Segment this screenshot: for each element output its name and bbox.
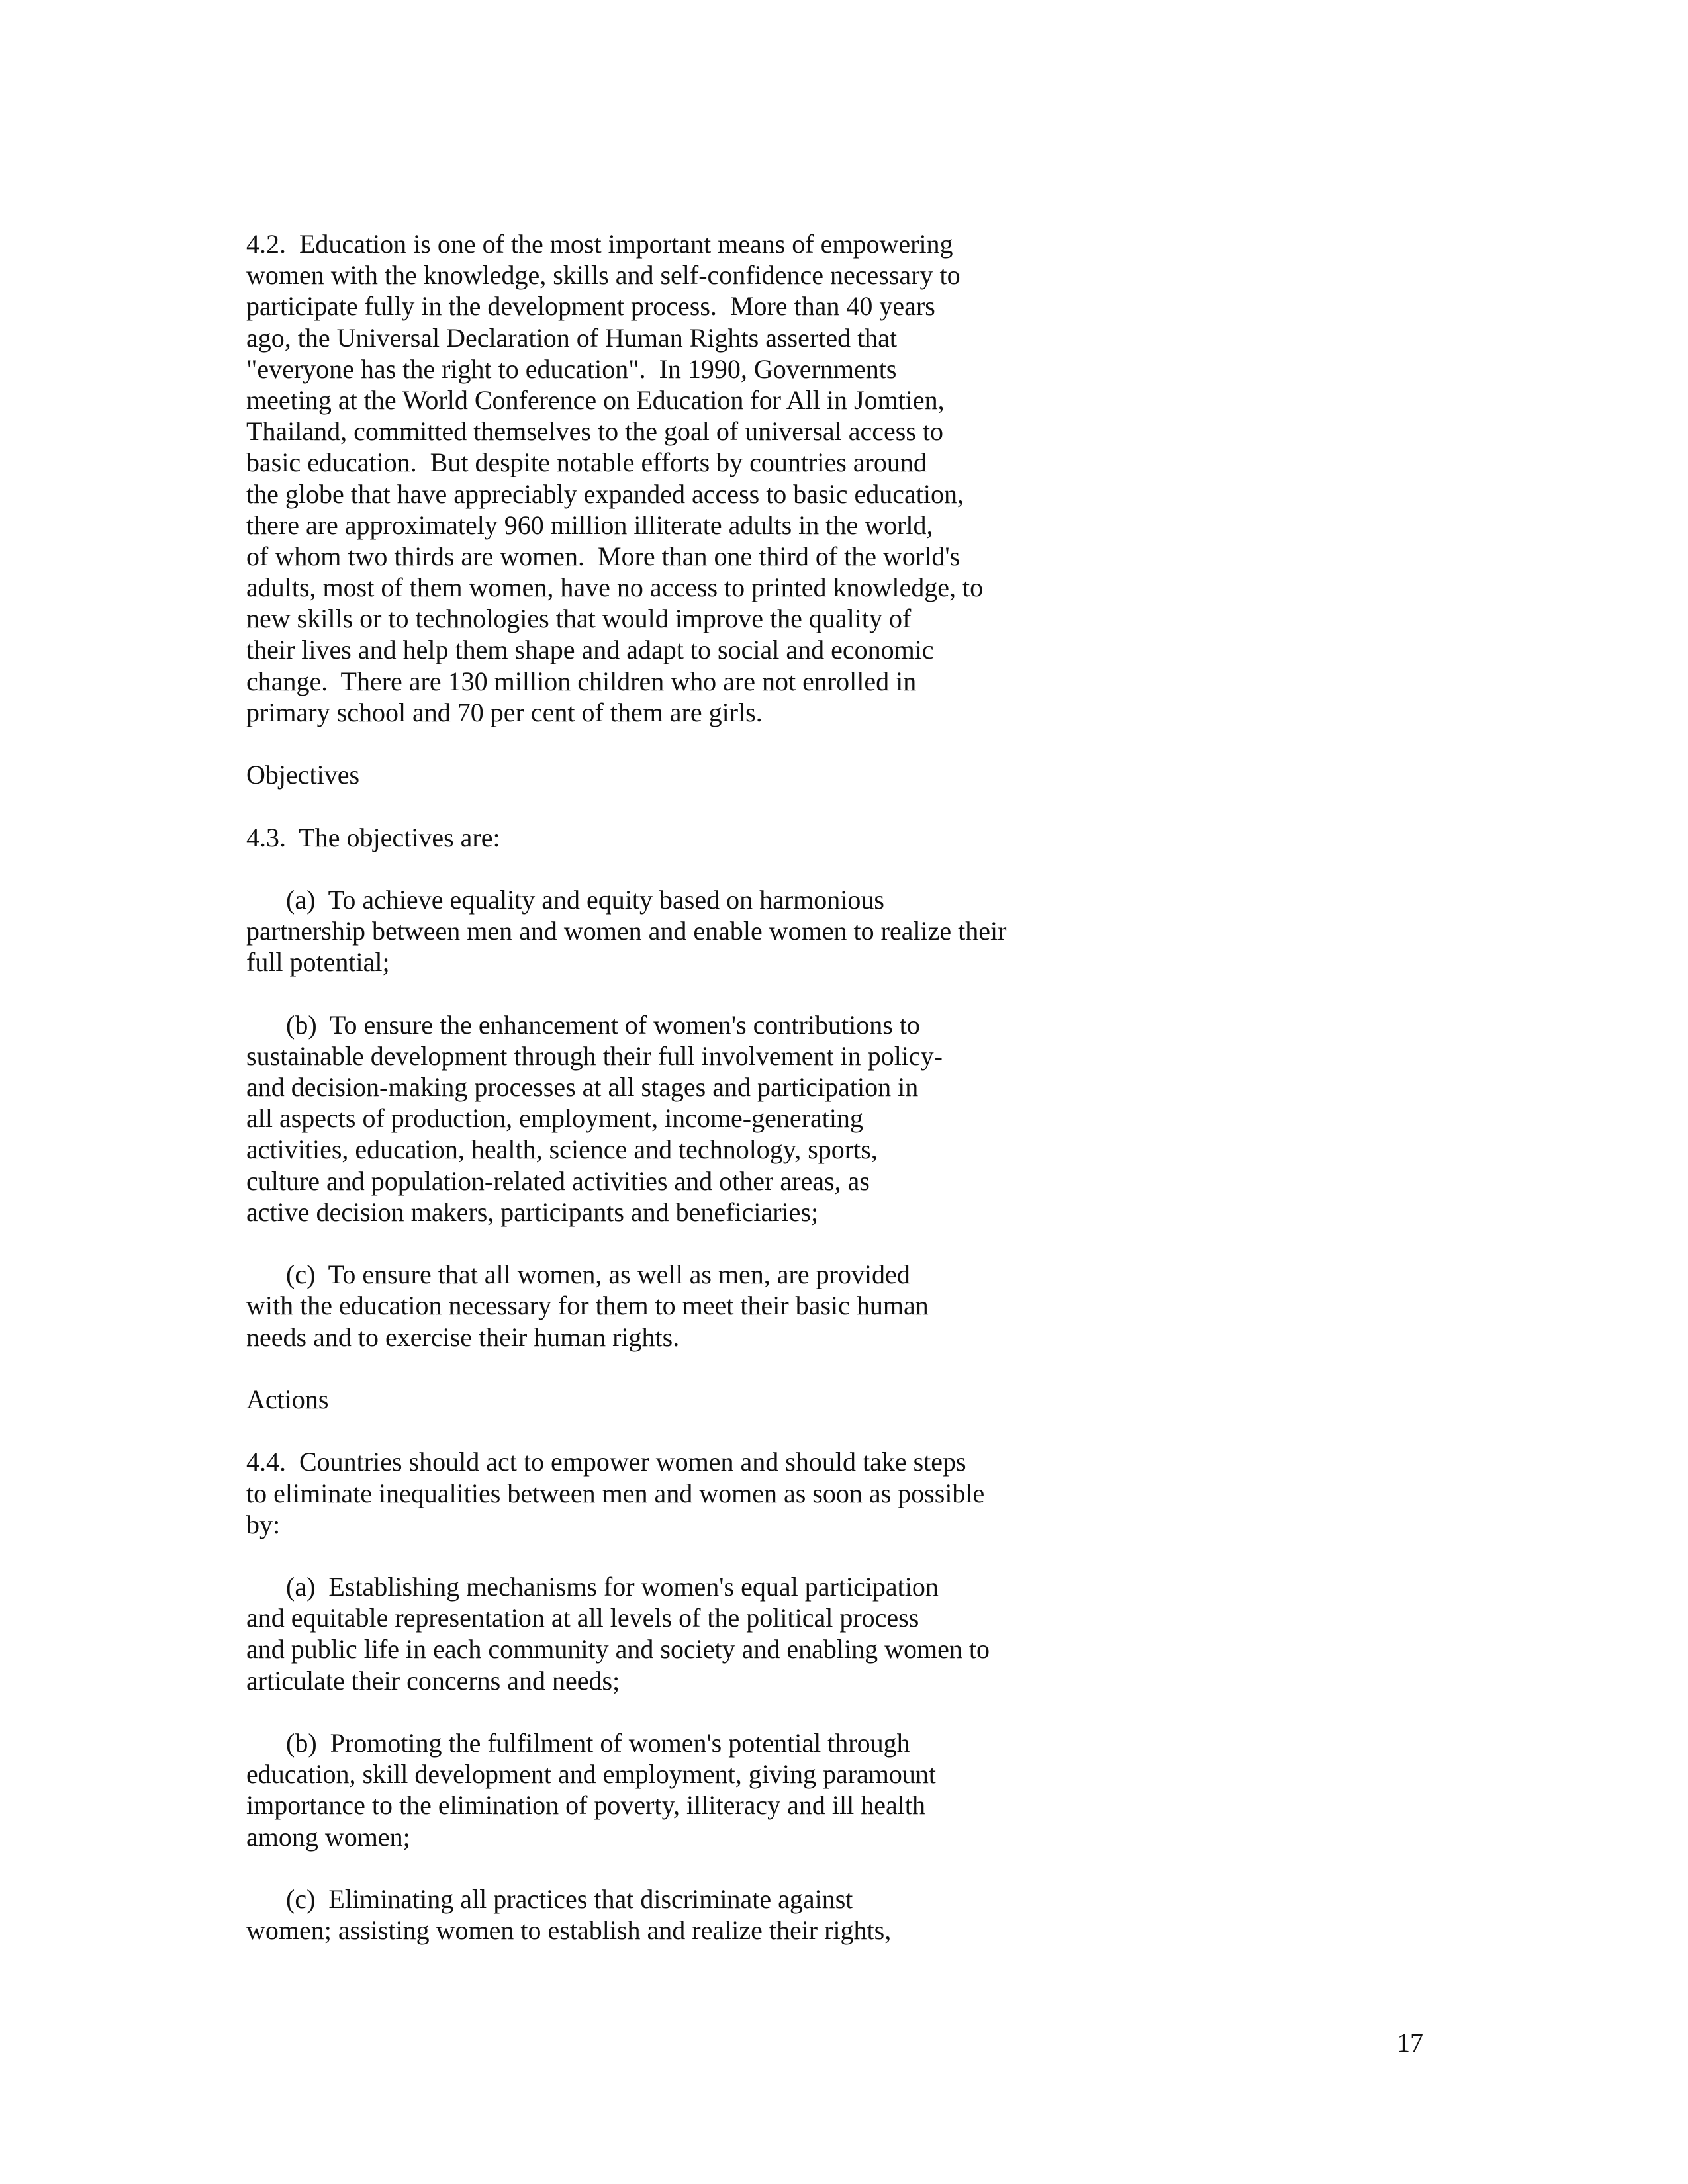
action-c — [246, 1884, 1054, 1946]
text-line: education, skill development and employment, giving paramount — [246, 1759, 936, 1790]
text-line: and decision-making processes at all stages and participation in — [246, 1072, 919, 1103]
paragraph-gap — [246, 1353, 1054, 1384]
text-line: culture and population-related activities and other areas, as — [246, 1165, 870, 1196]
section-heading-objectives: Objectives — [246, 760, 360, 790]
text-line: adults, most of them women, have no access to printed knowledge, to — [246, 572, 984, 603]
text-line: (c) To ensure that all women, as well as men, are provided — [286, 1259, 910, 1290]
text-line: 4.4. Countries should act to empower women and should take steps — [246, 1447, 966, 1477]
text-line: by: — [246, 1509, 281, 1539]
text-line: to eliminate inequalities between men and women as soon as possible — [246, 1478, 985, 1508]
text-line: the globe that have appreciably expanded access to basic education, — [246, 478, 964, 509]
text-line: partnership between men and women and enable women to realize their — [246, 916, 1007, 946]
text-line: participate fully in the development process. More than 40 years — [246, 291, 935, 322]
text-line: meeting at the World Conference on Education for All in Jomtien, — [246, 385, 945, 415]
text-line: (c) Eliminating all practices that discriminate against — [286, 1884, 853, 1914]
paragraph-gap — [246, 1852, 1054, 1884]
text-line: change. There are 130 million children who are not enrolled in — [246, 666, 917, 696]
page-number: 17 — [1397, 2028, 1423, 2058]
paragraph-gap — [246, 978, 1054, 1009]
text-line: activities, education, health, science and technology, sports, — [246, 1134, 878, 1165]
paragraph-gap — [246, 1228, 1054, 1259]
objective-b — [246, 1009, 1054, 1228]
text-line: and public life in each community and society and enabling women to — [246, 1634, 990, 1664]
text-line: women with the knowledge, skills and self-confidence necessary to — [246, 260, 961, 291]
objective-a — [246, 884, 1054, 978]
text-line: of whom two thirds are women. More than one third of the world's — [246, 541, 961, 571]
text-line: importance to the elimination of poverty, illiteracy and ill health — [246, 1790, 925, 1821]
paragraph-gap — [246, 1696, 1054, 1727]
paragraph-4-2 — [246, 228, 1054, 728]
text-line: there are approximately 960 million illiterate adults in the world, — [246, 510, 933, 540]
text-line: with the education necessary for them to meet their basic human — [246, 1291, 929, 1321]
paragraph-gap — [246, 853, 1054, 884]
text-line: ago, the Universal Declaration of Human Rights asserted that — [246, 322, 898, 353]
paragraph-gap — [246, 728, 1054, 759]
text-line: full potential; — [246, 947, 390, 978]
text-line: sustainable development through their full involvement in policy- — [246, 1040, 943, 1071]
action-b — [246, 1727, 1054, 1852]
text-line: (b) To ensure the enhancement of women's contributions to — [286, 1009, 920, 1040]
text-line: 4.3. The objectives are: — [246, 822, 500, 852]
text-line: needs and to exercise their human rights. — [246, 1322, 680, 1352]
paragraph-gap — [246, 1415, 1054, 1446]
text-line: active decision makers, participants and beneficiaries; — [246, 1197, 819, 1227]
text-line: new skills or to technologies that would improve the quality of — [246, 604, 912, 634]
text-line: "everyone has the right to education". In 1990, Governments — [246, 353, 897, 384]
text-line: 4.2. Education is one of the most important means of empowering — [246, 229, 953, 259]
section-heading-actions: Actions — [246, 1384, 329, 1414]
paragraph-gap — [246, 790, 1054, 821]
text-line: articulate their concerns and needs; — [246, 1665, 620, 1696]
paragraph-4-3 — [246, 822, 1054, 853]
objective-c — [246, 1259, 1054, 1353]
text-line: basic education. But despite notable efforts by countries around — [246, 447, 927, 478]
text-line: all aspects of production, employment, income-generating — [246, 1103, 863, 1134]
text-line: (b) Promoting the fulfilment of women's potential through — [286, 1728, 910, 1758]
text-line: primary school and 70 per cent of them are girls. — [246, 697, 763, 727]
document-body — [246, 228, 1054, 1946]
text-line: their lives and help them shape and adapt to social and economic — [246, 635, 934, 665]
text-line: (a) To achieve equality and equity based on harmonious — [286, 884, 884, 915]
text-line: women; assisting women to establish and realize their rights, — [246, 1915, 892, 1946]
text-line: (a) Establishing mechanisms for women's equal participation — [286, 1572, 939, 1602]
text-line: Thailand, committed themselves to the goal of universal access to — [246, 416, 944, 447]
action-a — [246, 1571, 1054, 1696]
text-line: among women; — [246, 1821, 410, 1852]
paragraph-gap — [246, 1540, 1054, 1571]
paragraph-4-4 — [246, 1446, 1054, 1540]
text-line: and equitable representation at all levels of the political process — [246, 1603, 919, 1633]
